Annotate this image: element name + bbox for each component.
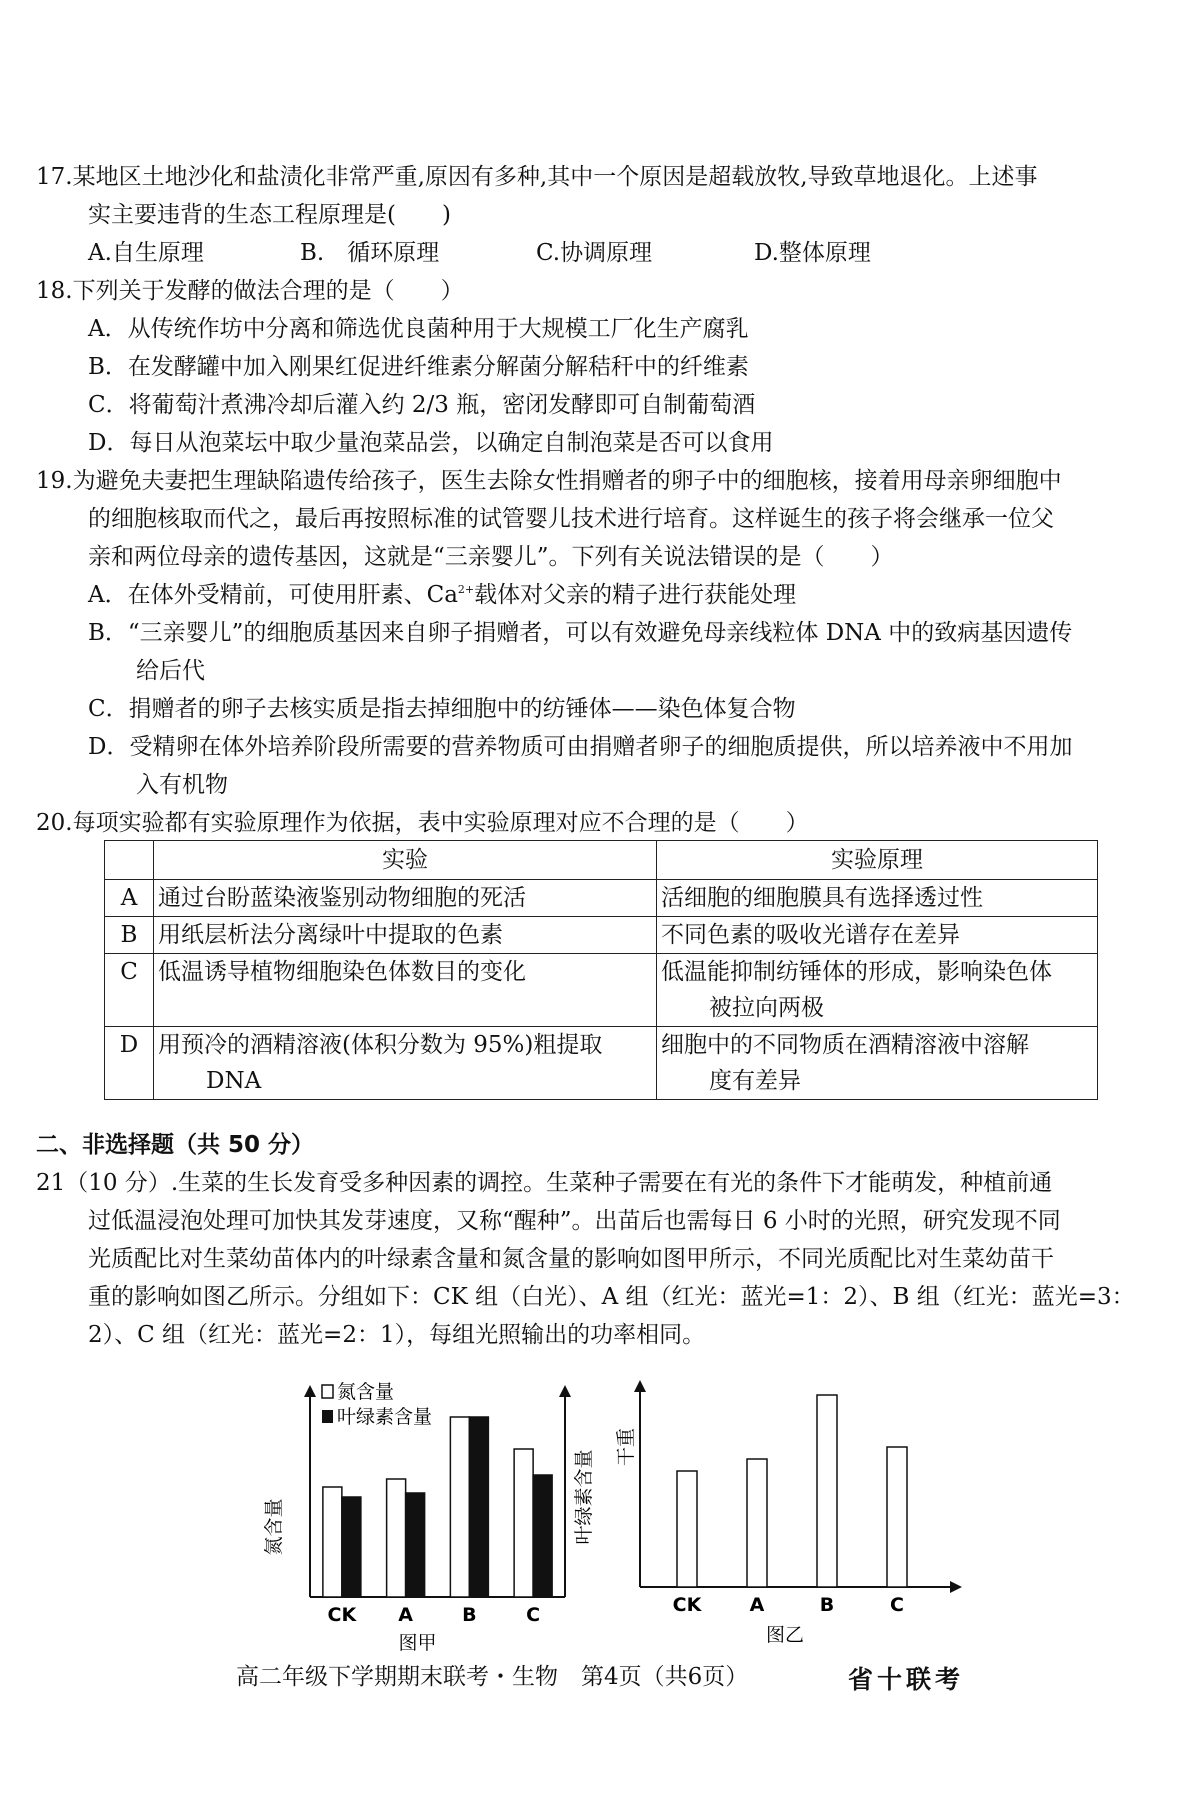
q21-line2: 过低温浸泡处理可加快其发芽速度，又称“醒种”。出苗后也需每日 6 小时的光照，研究发现不同: [88, 1208, 1061, 1234]
row-principle-line2: 被拉向两极: [709, 995, 824, 1021]
row-experiment-line2: DNA: [206, 1068, 262, 1094]
chart-yi: [610, 1365, 970, 1655]
chart-title: 图乙: [765, 1624, 805, 1646]
row-label: A: [105, 880, 154, 917]
q19-option-b-line1: B．“三亲婴儿”的细胞质基因来自卵子捐赠者，可以有效避免母亲线粒体 DNA 中的致病基因遗传: [88, 620, 1073, 646]
q19-line2: 的细胞核取而代之，最后再按照标准的试管婴儿技术进行培育。这样诞生的孩子将会继承一位父: [88, 506, 1054, 532]
table-row: [105, 954, 1098, 1027]
bar-nitrogen-ck: [323, 1487, 342, 1597]
legend-swatch-chlorophyll: [322, 1410, 333, 1423]
row-experiment-line1: 用预冷的酒精溶液(体积分数为 95%)粗提取: [158, 1032, 603, 1058]
bar-dry-weight-ck: [677, 1471, 697, 1587]
bar-nitrogen-c: [514, 1449, 533, 1597]
y-axis-label: 干重: [615, 1427, 637, 1467]
row-label: C: [105, 954, 154, 1027]
exam-stamp: 省十联考: [848, 1665, 965, 1694]
section-title: 二、非选择题（共 50 分）: [36, 1132, 315, 1158]
bar-chlorophyll-b: [469, 1417, 488, 1597]
row-label: D: [105, 1027, 154, 1100]
bar-dry-weight-a: [747, 1459, 767, 1587]
table-header-principle: 实验原理: [657, 841, 1098, 880]
row-experiment: 低温诱导植物细胞染色体数目的变化: [154, 954, 657, 1027]
legend-label-chlorophyll: 叶绿素含量: [337, 1406, 433, 1428]
bar-nitrogen-a: [387, 1479, 406, 1597]
table-header-row: [105, 841, 1098, 880]
q18-stem: 18.下列关于发酵的做法合理的是（ ）: [36, 278, 464, 304]
bar-chlorophyll-ck: [342, 1497, 361, 1597]
chart-title: 图甲: [398, 1632, 437, 1654]
q17-option-d: D.整体原理: [754, 240, 871, 266]
x-tick-label: C: [890, 1594, 904, 1616]
row-experiment: [154, 1027, 657, 1100]
q17-option-c: C.协调原理: [536, 240, 653, 266]
x-tick-label: A: [398, 1604, 413, 1626]
row-principle: 活细胞的细胞膜具有选择透过性: [657, 880, 1098, 917]
q21-line5: 2）、C 组（红光：蓝光=2：1），每组光照输出的功率相同。: [88, 1322, 706, 1348]
legend-swatch-nitrogen: [322, 1385, 333, 1398]
bar-chlorophyll-a: [406, 1493, 425, 1597]
q19-line3: 亲和两位母亲的遗传基因，这就是“三亲婴儿”。下列有关说法错误的是（ ）: [88, 544, 894, 570]
q19-option-a: A．在体外受精前，可使用肝素、$Ca^{2+}$载体对父亲的精子进行获能处理: [88, 582, 797, 608]
x-tick-label: A: [749, 1594, 765, 1616]
x-tick-label: C: [526, 1604, 541, 1626]
page-footer: 高二年级下学期期末联考・生物 第4页（共6页）: [236, 1664, 749, 1690]
q18-option-a: A．从传统作坊中分离和筛选优良菌种用于大规模工厂化生产腐乳: [88, 316, 749, 342]
x-axis-arrow: [950, 1581, 962, 1593]
table-row: [105, 880, 1098, 917]
q17-line2: 实主要违背的生态工程原理是( ): [88, 202, 451, 228]
y-axis-arrow: [634, 1380, 646, 1392]
q17-line1: 17.某地区土地沙化和盐渍化非常严重,原因有多种,其中一个原因是超载放牧,导致草地退化。上述事: [36, 164, 1038, 190]
table-header-blank: [105, 841, 154, 880]
row-experiment: 通过台盼蓝染液鉴别动物细胞的死活: [154, 880, 657, 917]
y-axis-right-label: 叶绿素含量: [573, 1449, 595, 1545]
q19-option-d-line1: D．受精卵在体外培养阶段所需要的营养物质可由捐赠者卵子的细胞质提供，所以培养液中不用加: [88, 734, 1073, 760]
q21-line3: 光质配比对生菜幼苗体内的叶绿素含量和氮含量的影响如图甲所示，不同光质配比对生菜幼苗干: [88, 1246, 1054, 1272]
q17-option-b: B. 循环原理: [300, 240, 440, 266]
q17-option-a: A.自生原理: [88, 240, 204, 266]
q18-option-c: C．将葡萄汁煮沸冷却后灌入约 2/3 瓶，密闭发酵即可自制葡萄酒: [88, 392, 756, 418]
table-row: [105, 917, 1098, 954]
q21-line1: 21（10 分）.生菜的生长发育受多种因素的调控。生菜种子需要在有光的条件下才能萌发，种植前通: [36, 1170, 1053, 1196]
q20-table: [104, 840, 1098, 1100]
legend-label-nitrogen: 氮含量: [337, 1381, 395, 1403]
q18-option-b: B．在发酵罐中加入刚果红促进纤维素分解菌分解秸秆中的纤维素: [88, 354, 749, 380]
x-tick-label: CK: [672, 1594, 702, 1616]
q21-line4: 重的影响如图乙所示。分组如下：CK 组（白光）、A 组（红光：蓝光=1：2）、B 组（红光：蓝光=3：: [88, 1284, 1135, 1310]
y-axis-right-arrow: [559, 1385, 571, 1397]
bar-dry-weight-b: [817, 1395, 837, 1587]
row-principle-line2: 度有差异: [709, 1068, 801, 1094]
q19-line1: 19.为避免夫妻把生理缺陷遗传给孩子，医生去除女性捐赠者的卵子中的细胞核，接着用母亲卵细胞中: [36, 468, 1062, 494]
row-principle: [657, 1027, 1098, 1100]
row-principle-line1: 低温能抑制纺锤体的形成，影响染色体: [661, 959, 1052, 985]
row-experiment: 用纸层析法分离绿叶中提取的色素: [154, 917, 657, 954]
x-tick-label: B: [819, 1594, 835, 1616]
x-tick-label: B: [462, 1604, 477, 1626]
q18-option-d: D．每日从泡菜坛中取少量泡菜品尝，以确定自制泡菜是否可以食用: [88, 430, 774, 456]
row-principle-line1: 细胞中的不同物质在酒精溶液中溶解: [661, 1032, 1029, 1058]
q19-option-c: C．捐赠者的卵子去核实质是指去掉细胞中的纺锤体——染色体复合物: [88, 696, 796, 722]
bar-dry-weight-c: [887, 1447, 907, 1587]
bar-nitrogen-b: [450, 1417, 469, 1597]
q19-option-b-line2: 给后代: [136, 658, 205, 684]
bar-chlorophyll-c: [533, 1475, 552, 1597]
y-axis-left-arrow: [304, 1385, 316, 1397]
row-label: B: [105, 917, 154, 954]
q19-option-d-line2: 入有机物: [136, 772, 228, 798]
row-principle: 不同色素的吸收光谱存在差异: [657, 917, 1098, 954]
x-tick-label: CK: [327, 1604, 357, 1626]
q20-stem: 20.每项实验都有实验原理作为依据，表中实验原理对应不合理的是（ ）: [36, 810, 809, 836]
table-header-experiment: 实验: [154, 841, 657, 880]
y-axis-left-label: 氮含量: [263, 1498, 285, 1556]
chart-jia: [260, 1365, 630, 1655]
row-principle: [657, 954, 1098, 1027]
table-row: [105, 1027, 1098, 1100]
